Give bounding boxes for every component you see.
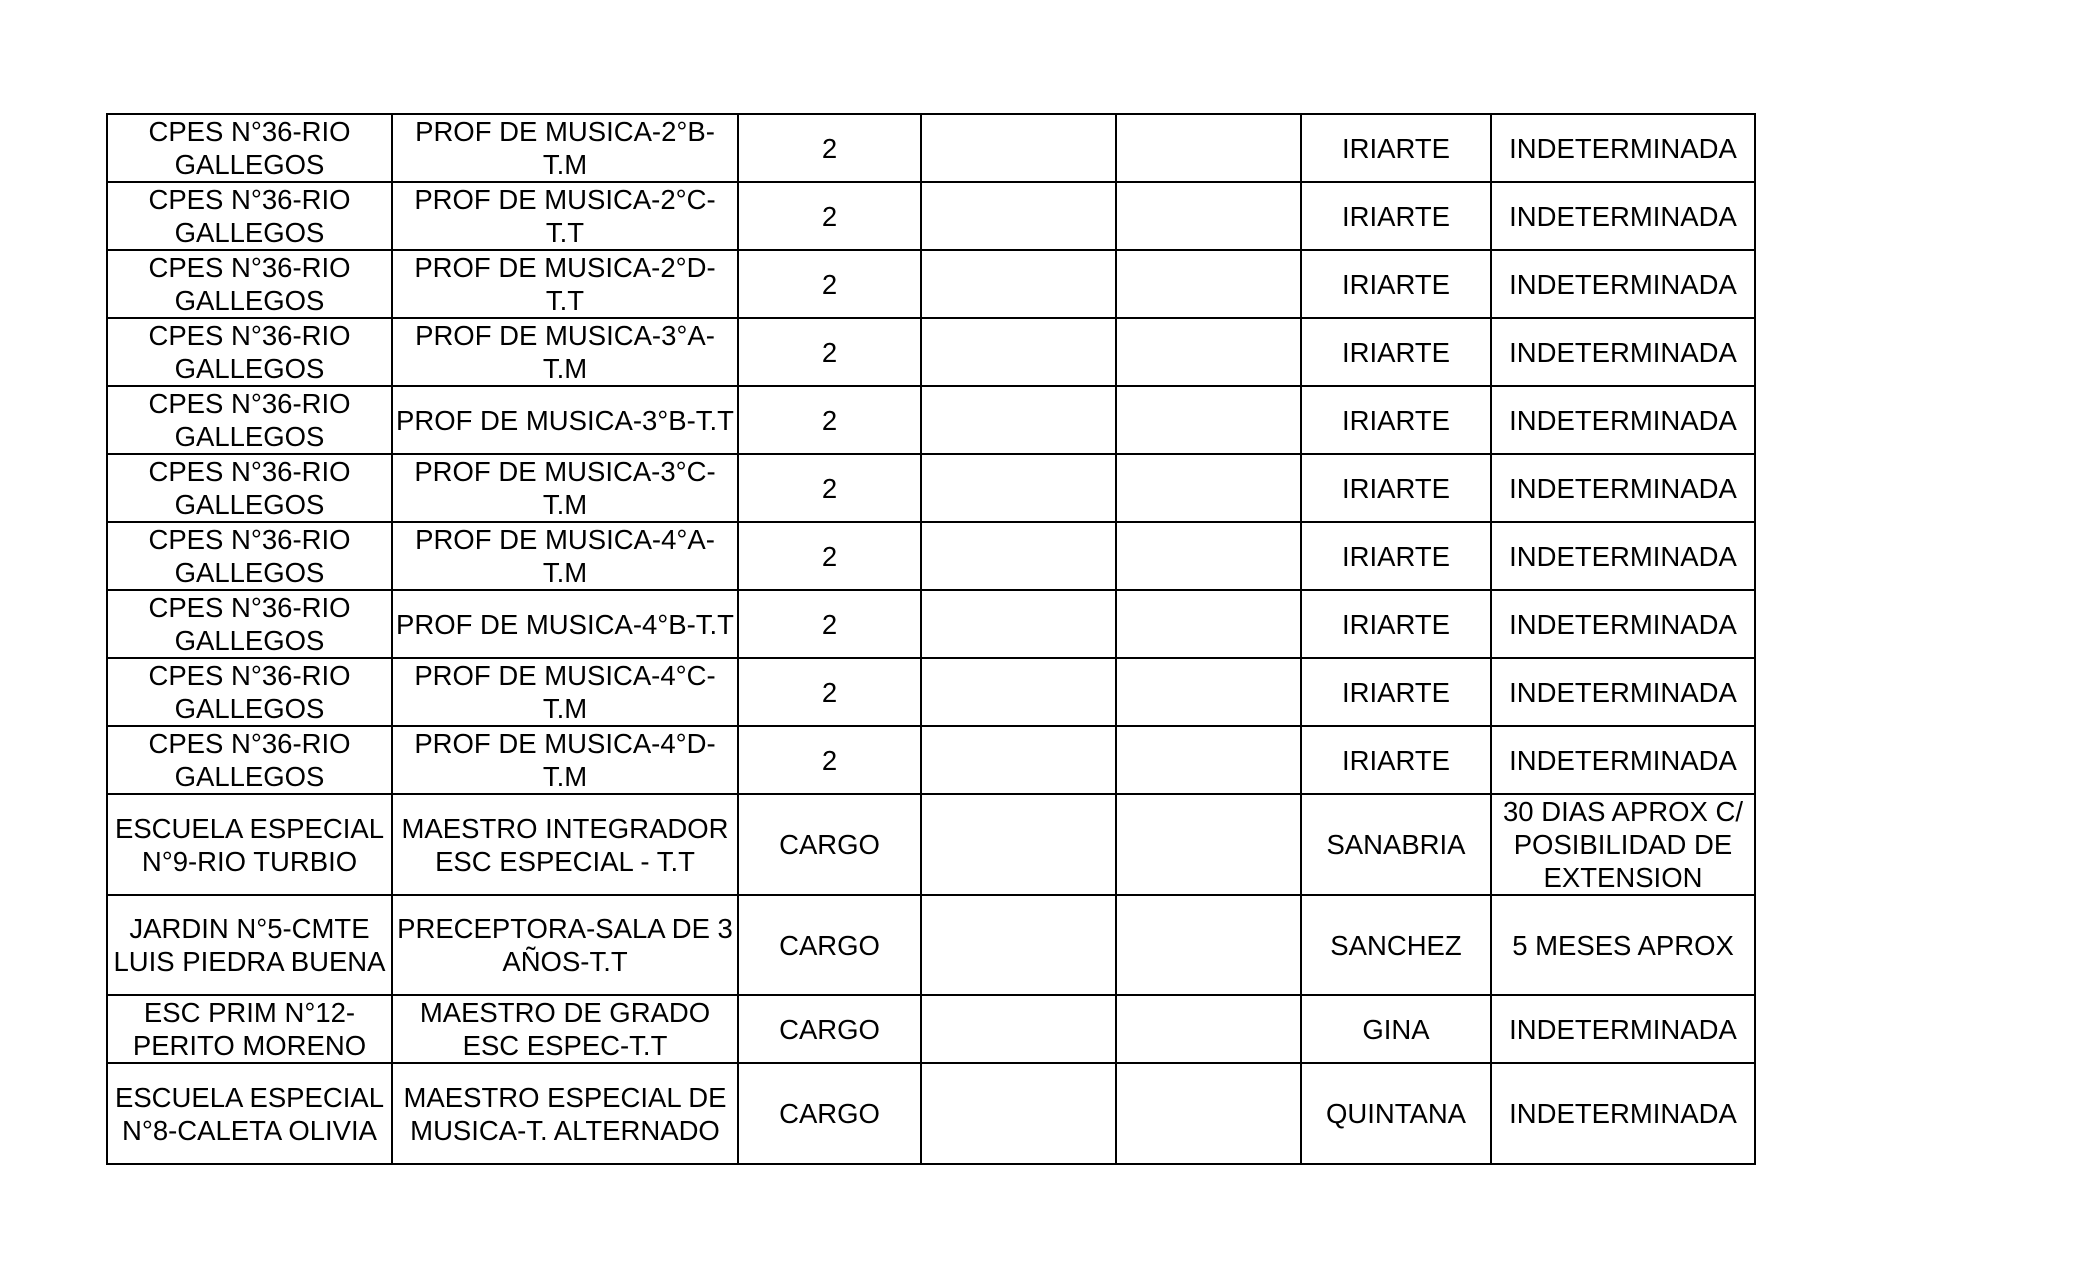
name-cell: IRIARTE bbox=[1301, 658, 1491, 726]
empty-cell bbox=[921, 895, 1116, 995]
empty-cell bbox=[1116, 522, 1301, 590]
empty-cell bbox=[921, 995, 1116, 1063]
hours-cell: 2 bbox=[738, 250, 921, 318]
duration-cell: INDETERMINADA bbox=[1491, 1063, 1755, 1164]
position-cell: PROF DE MUSICA-2°B-T.M bbox=[392, 114, 738, 182]
hours-cell: 2 bbox=[738, 590, 921, 658]
empty-cell bbox=[1116, 726, 1301, 794]
position-cell: PROF DE MUSICA-3°C-T.M bbox=[392, 454, 738, 522]
duration-cell: INDETERMINADA bbox=[1491, 658, 1755, 726]
empty-cell bbox=[921, 182, 1116, 250]
table-row bbox=[107, 182, 1755, 250]
hours-cell: CARGO bbox=[738, 995, 921, 1063]
empty-cell bbox=[1116, 995, 1301, 1063]
school-cell: ESC PRIM N°12-PERITO MORENO bbox=[107, 995, 392, 1063]
position-cell: PROF DE MUSICA-4°D-T.M bbox=[392, 726, 738, 794]
empty-cell bbox=[1116, 318, 1301, 386]
duration-cell: INDETERMINADA bbox=[1491, 454, 1755, 522]
table-row bbox=[107, 386, 1755, 454]
duration-cell: 30 DIAS APROX C/ POSIBILIDAD DE EXTENSION bbox=[1491, 794, 1755, 895]
empty-cell bbox=[921, 1063, 1116, 1164]
position-cell: PROF DE MUSICA-2°C-T.T bbox=[392, 182, 738, 250]
empty-cell bbox=[1116, 1063, 1301, 1164]
empty-cell bbox=[921, 590, 1116, 658]
duration-cell: INDETERMINADA bbox=[1491, 726, 1755, 794]
position-cell: MAESTRO ESPECIAL DE MUSICA-T. ALTERNADO bbox=[392, 1063, 738, 1164]
table-row bbox=[107, 114, 1755, 182]
table-row bbox=[107, 522, 1755, 590]
duration-cell: INDETERMINADA bbox=[1491, 250, 1755, 318]
position-cell: PROF DE MUSICA-2°D-T.T bbox=[392, 250, 738, 318]
name-cell: SANABRIA bbox=[1301, 794, 1491, 895]
empty-cell bbox=[1116, 658, 1301, 726]
table-row bbox=[107, 318, 1755, 386]
name-cell: IRIARTE bbox=[1301, 726, 1491, 794]
school-cell: CPES N°36-RIO GALLEGOS bbox=[107, 726, 392, 794]
name-cell: QUINTANA bbox=[1301, 1063, 1491, 1164]
empty-cell bbox=[921, 386, 1116, 454]
empty-cell bbox=[1116, 454, 1301, 522]
school-cell: CPES N°36-RIO GALLEGOS bbox=[107, 658, 392, 726]
empty-cell bbox=[1116, 895, 1301, 995]
hours-cell: CARGO bbox=[738, 794, 921, 895]
position-cell: PROF DE MUSICA-3°B-T.T bbox=[392, 386, 738, 454]
school-cell: CPES N°36-RIO GALLEGOS bbox=[107, 182, 392, 250]
school-cell: ESCUELA ESPECIAL N°8-CALETA OLIVIA bbox=[107, 1063, 392, 1164]
empty-cell bbox=[921, 318, 1116, 386]
school-cell: CPES N°36-RIO GALLEGOS bbox=[107, 318, 392, 386]
table-row bbox=[107, 995, 1755, 1063]
name-cell: IRIARTE bbox=[1301, 250, 1491, 318]
school-cell: CPES N°36-RIO GALLEGOS bbox=[107, 386, 392, 454]
name-cell: IRIARTE bbox=[1301, 590, 1491, 658]
empty-cell bbox=[1116, 250, 1301, 318]
position-cell: PRECEPTORA-SALA DE 3 AÑOS-T.T bbox=[392, 895, 738, 995]
hours-cell: CARGO bbox=[738, 895, 921, 995]
position-cell: PROF DE MUSICA-4°A-T.M bbox=[392, 522, 738, 590]
table-row bbox=[107, 658, 1755, 726]
duration-cell: INDETERMINADA bbox=[1491, 386, 1755, 454]
hours-cell: CARGO bbox=[738, 1063, 921, 1164]
empty-cell bbox=[1116, 386, 1301, 454]
duration-cell: INDETERMINADA bbox=[1491, 590, 1755, 658]
name-cell: IRIARTE bbox=[1301, 522, 1491, 590]
name-cell: IRIARTE bbox=[1301, 182, 1491, 250]
vacancy-table bbox=[106, 113, 1756, 1165]
table-row bbox=[107, 250, 1755, 318]
name-cell: IRIARTE bbox=[1301, 454, 1491, 522]
position-cell: MAESTRO DE GRADO ESC ESPEC-T.T bbox=[392, 995, 738, 1063]
hours-cell: 2 bbox=[738, 658, 921, 726]
hours-cell: 2 bbox=[738, 454, 921, 522]
school-cell: CPES N°36-RIO GALLEGOS bbox=[107, 522, 392, 590]
hours-cell: 2 bbox=[738, 386, 921, 454]
empty-cell bbox=[921, 114, 1116, 182]
school-cell: ESCUELA ESPECIAL N°9-RIO TURBIO bbox=[107, 794, 392, 895]
school-cell: CPES N°36-RIO GALLEGOS bbox=[107, 454, 392, 522]
hours-cell: 2 bbox=[738, 726, 921, 794]
table-row bbox=[107, 726, 1755, 794]
duration-cell: INDETERMINADA bbox=[1491, 318, 1755, 386]
empty-cell bbox=[1116, 182, 1301, 250]
empty-cell bbox=[921, 250, 1116, 318]
empty-cell bbox=[921, 726, 1116, 794]
hours-cell: 2 bbox=[738, 522, 921, 590]
duration-cell: INDETERMINADA bbox=[1491, 114, 1755, 182]
name-cell: SANCHEZ bbox=[1301, 895, 1491, 995]
table-row bbox=[107, 794, 1755, 895]
position-cell: MAESTRO INTEGRADOR ESC ESPECIAL - T.T bbox=[392, 794, 738, 895]
hours-cell: 2 bbox=[738, 114, 921, 182]
table-row bbox=[107, 454, 1755, 522]
table-row bbox=[107, 895, 1755, 995]
table-row bbox=[107, 590, 1755, 658]
name-cell: IRIARTE bbox=[1301, 318, 1491, 386]
name-cell: IRIARTE bbox=[1301, 386, 1491, 454]
name-cell: IRIARTE bbox=[1301, 114, 1491, 182]
duration-cell: INDETERMINADA bbox=[1491, 182, 1755, 250]
school-cell: CPES N°36-RIO GALLEGOS bbox=[107, 114, 392, 182]
school-cell: CPES N°36-RIO GALLEGOS bbox=[107, 250, 392, 318]
school-cell: CPES N°36-RIO GALLEGOS bbox=[107, 590, 392, 658]
position-cell: PROF DE MUSICA-4°B-T.T bbox=[392, 590, 738, 658]
empty-cell bbox=[921, 454, 1116, 522]
empty-cell bbox=[921, 522, 1116, 590]
name-cell: GINA bbox=[1301, 995, 1491, 1063]
duration-cell: 5 MESES APROX bbox=[1491, 895, 1755, 995]
position-cell: PROF DE MUSICA-3°A-T.M bbox=[392, 318, 738, 386]
empty-cell bbox=[1116, 114, 1301, 182]
duration-cell: INDETERMINADA bbox=[1491, 522, 1755, 590]
hours-cell: 2 bbox=[738, 318, 921, 386]
table-row bbox=[107, 1063, 1755, 1164]
hours-cell: 2 bbox=[738, 182, 921, 250]
empty-cell bbox=[921, 658, 1116, 726]
school-cell: JARDIN N°5-CMTE LUIS PIEDRA BUENA bbox=[107, 895, 392, 995]
position-cell: PROF DE MUSICA-4°C-T.M bbox=[392, 658, 738, 726]
empty-cell bbox=[1116, 590, 1301, 658]
empty-cell bbox=[1116, 794, 1301, 895]
empty-cell bbox=[921, 794, 1116, 895]
duration-cell: INDETERMINADA bbox=[1491, 995, 1755, 1063]
